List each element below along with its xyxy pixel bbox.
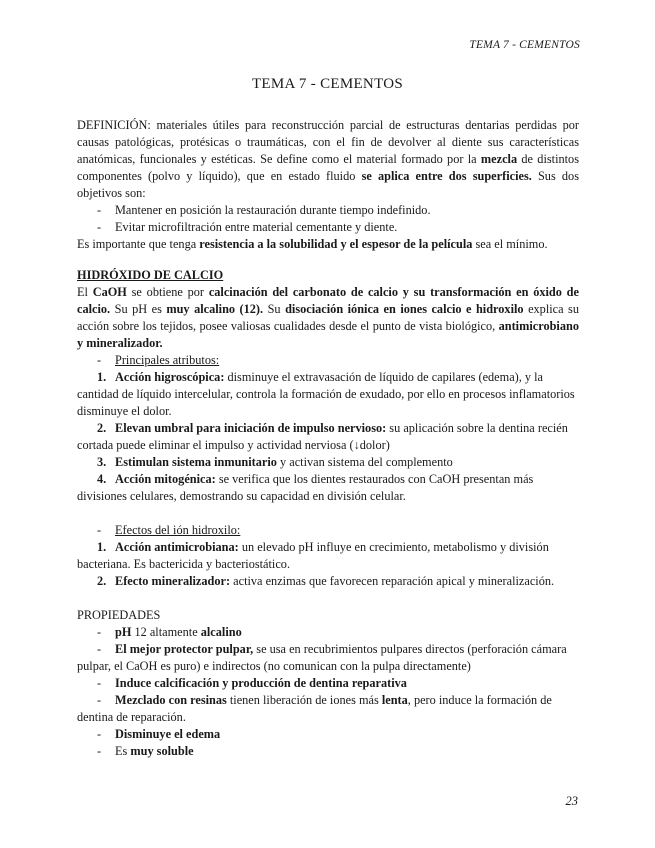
item-number: 2. <box>97 421 107 435</box>
text-run: se verifica que los dientes restaurados con CaOH presentan más divisiones celulares, demostrando su capacidad en división celular. <box>77 472 534 503</box>
efectos-subheading <box>77 522 579 539</box>
text-run: disminuye el extravasación de líquido de capilares (edema), y la cantidad de líquido intercelular, controla la formación de exudado, por ello en procesos inflamatorios disminuye el dolor. <box>77 370 575 418</box>
definition-label: DEFINICIÓN: <box>77 118 151 132</box>
text-run: Sus dos objetivos son: <box>77 169 579 200</box>
bold-run: Induce calcificación y producción de dentina reparativa <box>115 676 407 690</box>
text-run: se usa en recubrimientos pulpares directos (perforación cámara pulpar, el CaOH es puro) e indirectos (no comunican con la pulpa directamente) <box>77 642 567 673</box>
bold-run: antimicrobiano y mineralizador. <box>77 319 579 350</box>
propiedad-item <box>77 726 579 743</box>
text-run: tienen liberación de iones más <box>226 693 382 707</box>
bold-run: resistencia a la solubilidad y el espesor de la película <box>199 237 473 251</box>
definition-paragraph <box>77 117 579 202</box>
item-number: 4. <box>97 472 107 486</box>
page-title: TEMA 7 - CEMENTOS <box>251 76 404 92</box>
propiedad-item <box>77 692 579 726</box>
propiedad-item <box>77 743 579 760</box>
subheading-text: Principales atributos: <box>115 353 220 367</box>
text-run: y activan sistema del complemento <box>276 455 453 469</box>
item-number: 1. <box>97 370 107 384</box>
text-run: Es importante que tenga <box>77 237 200 251</box>
text-run: explica su acción sobre los tejidos, posee valiosas cualidades desde el punto de vista biológico, <box>77 302 579 333</box>
propiedad-item <box>77 641 579 675</box>
bold-run: El mejor protector pulpar, <box>115 642 254 656</box>
running-header: TEMA 7 - CEMENTOS <box>469 39 580 51</box>
bold-run: Acción antimicrobiana: <box>115 540 239 554</box>
text-run: Es <box>115 744 131 758</box>
bold-run: Efecto mineralizador: <box>115 574 231 588</box>
document-body <box>77 117 579 760</box>
bold-run: Acción higroscópica: <box>115 370 225 384</box>
text-run: materiales útiles para reconstrucción parcial de estructuras dentarias perdidas por causas patológicas, protésicas o traumáticas, con el fin de devolver al diente sus características anatómicas, funcionales y estéticas. Se define como el material formado por la <box>77 118 579 166</box>
bold-run: muy soluble <box>130 744 194 758</box>
atributos-subheading <box>77 352 579 369</box>
propiedad-item <box>77 624 579 641</box>
text-run: Su pH es <box>110 302 167 316</box>
hidroxido-intro <box>77 284 579 352</box>
item-number: 1. <box>97 540 107 554</box>
bold-run: alcalino <box>200 625 242 639</box>
importance-paragraph <box>77 236 579 253</box>
bold-run: mezcla <box>480 152 518 166</box>
text-run: se obtiene por <box>126 285 209 299</box>
bold-run: lenta <box>381 693 408 707</box>
item-number: 2. <box>97 574 107 588</box>
bold-run: calcinación del carbonato de calcio y su transformación en óxido de calcio. <box>77 285 579 316</box>
text-run: , pero induce la formación de dentina de reparación. <box>77 693 552 724</box>
page-number: 23 <box>565 794 578 808</box>
efecto-item <box>77 573 579 590</box>
text-run: su aplicación sobre la dentina recién cortada puede eliminar el impulso y actividad nerviosa (↓dolor) <box>77 421 568 452</box>
atributo-item <box>77 369 579 420</box>
text-run: Su <box>263 302 286 316</box>
section-heading-propiedades: PROPIEDADES <box>77 608 161 622</box>
text-run: un elevado pH influye en crecimiento, metabolismo y división bacteriana. Es bactericida y bacteriostático. <box>77 540 549 571</box>
objective-item: - Mantener en posición la restauración durante tiempo indefinido. <box>77 202 579 219</box>
bold-run: Disminuye el edema <box>115 727 221 741</box>
bold-run: Mezclado con resinas <box>115 693 227 707</box>
bold-run: pH <box>115 625 132 639</box>
bold-run: disociación iónica en iones calcio e hidroxilo <box>285 302 524 316</box>
section-heading-hidroxido: HIDRÓXIDO DE CALCIO <box>77 268 224 282</box>
text-run: sea el mínimo. <box>472 237 548 251</box>
text-run: El <box>77 285 93 299</box>
text-run: de distintos componentes (polvo y líquido), que en estado fluido <box>77 152 579 183</box>
efecto-item <box>77 539 579 573</box>
item-number: 3. <box>97 455 107 469</box>
bold-run: Estimulan sistema inmunitario <box>115 455 277 469</box>
bold-run: Acción mitogénica: <box>115 472 216 486</box>
text-run: 12 altamente <box>131 625 201 639</box>
propiedad-item <box>77 675 579 692</box>
atributo-item <box>77 454 579 471</box>
bold-run: Elevan umbral para iniciación de impulso nervioso: <box>115 421 387 435</box>
bold-run: muy alcalino (12). <box>166 302 264 316</box>
text-run: activa enzimas que favorecen reparación apical y mineralización. <box>230 574 555 588</box>
bold-run: CaOH <box>92 285 127 299</box>
objective-item: - Evitar microfiltración entre material cementante y diente. <box>77 219 579 236</box>
bold-run: se aplica entre dos superficies. <box>361 169 532 183</box>
subheading-text: Efectos del ión hidroxilo: <box>115 523 241 537</box>
atributo-item <box>77 471 579 505</box>
atributo-item <box>77 420 579 454</box>
